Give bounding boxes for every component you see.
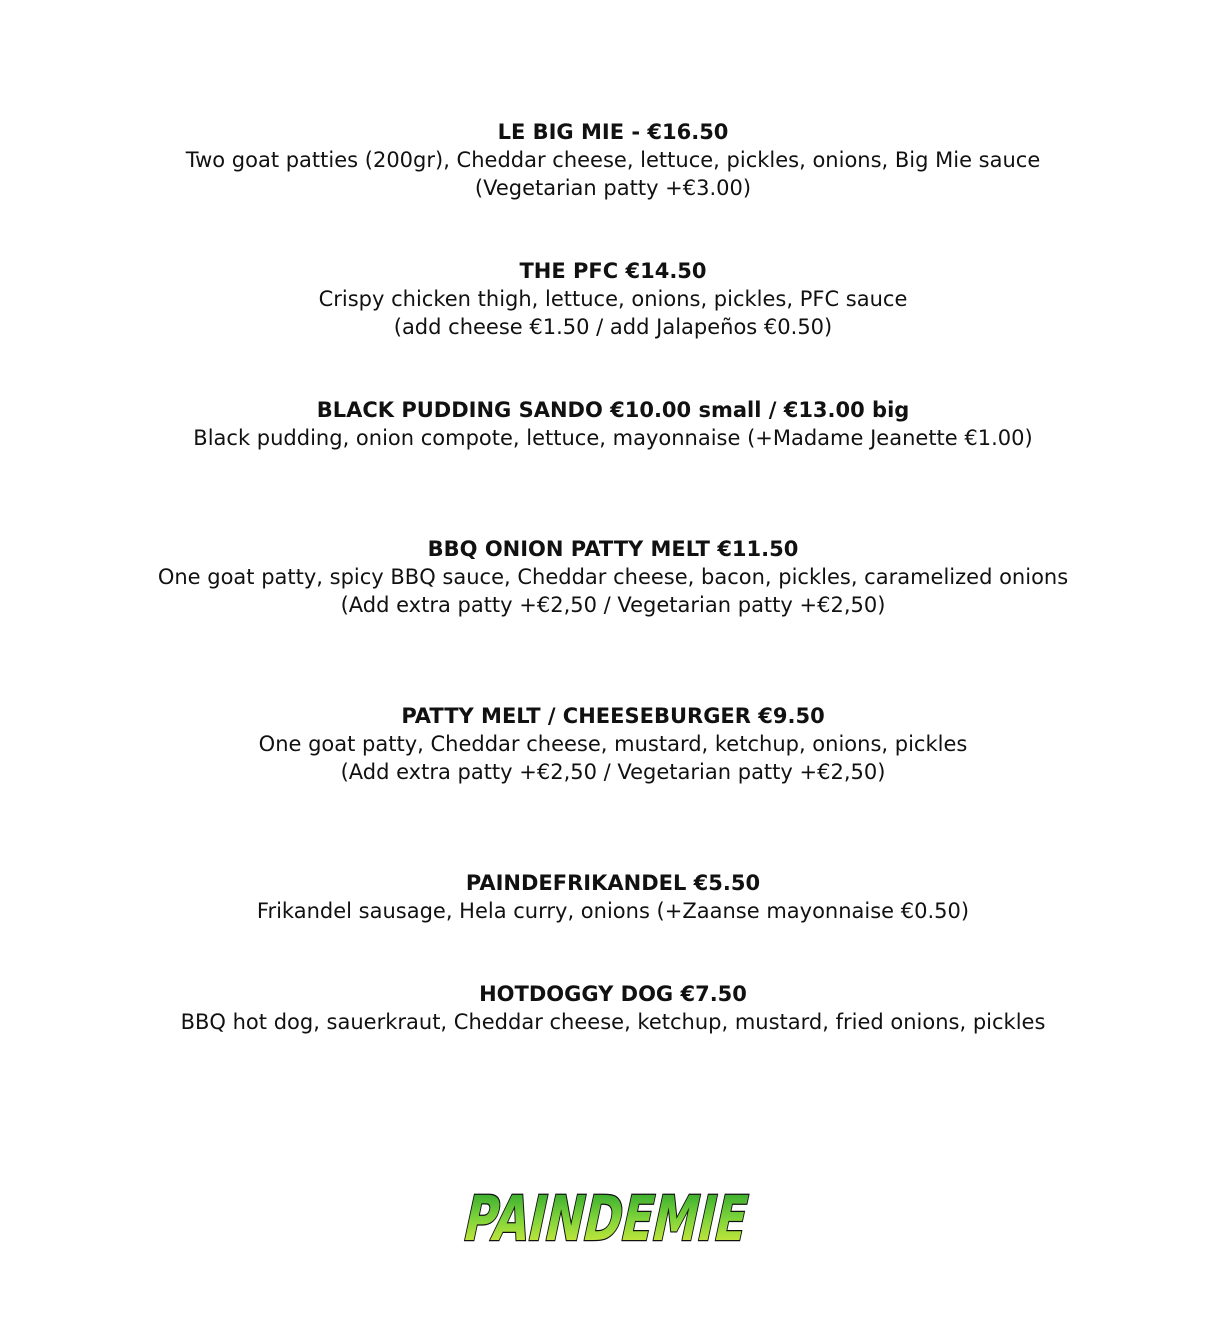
item-description: Two goat patties (200gr), Cheddar cheese, lettuce, pickles, onions, Big Mie sauce <box>185 148 1041 172</box>
menu-item-patty-melt-cheeseburger <box>0 702 1226 786</box>
item-option: (add cheese €1.50 / add Jalapeños €0.50) <box>393 315 833 339</box>
item-title: HOTDOGGY DOG €7.50 <box>479 982 747 1006</box>
item-title: PAINDEFRIKANDEL €5.50 <box>465 871 761 895</box>
menu-item-le-big-mie <box>0 118 1226 202</box>
item-title: LE BIG MIE - €16.50 <box>497 120 729 144</box>
menu-item-hotdoggy-dog <box>0 980 1226 1036</box>
item-description: BBQ hot dog, sauerkraut, Cheddar cheese, ketchup, mustard, fried onions, pickles <box>180 1010 1046 1034</box>
item-title: THE PFC €14.50 <box>519 259 707 283</box>
item-option: (Add extra patty +€2,50 / Vegetarian patty +€2,50) <box>340 760 886 784</box>
item-option: (Vegetarian patty +€3.00) <box>474 176 752 200</box>
item-description: One goat patty, Cheddar cheese, mustard, ketchup, onions, pickles <box>258 732 968 756</box>
item-title: BBQ ONION PATTY MELT €11.50 <box>427 537 799 561</box>
item-description: Frikandel sausage, Hela curry, onions (+Zaanse mayonnaise €0.50) <box>256 899 970 923</box>
menu-item-black-pudding-sando <box>0 396 1226 452</box>
item-option: (Add extra patty +€2,50 / Vegetarian patty +€2,50) <box>340 593 886 617</box>
menu-item-paindefrikandel <box>0 869 1226 925</box>
item-description: Black pudding, onion compote, lettuce, mayonnaise (+Madame Jeanette €1.00) <box>193 426 1033 450</box>
item-description: One goat patty, spicy BBQ sauce, Cheddar cheese, bacon, pickles, caramelized onions <box>157 565 1069 589</box>
paindemie-logo-mark <box>455 1178 857 1255</box>
menu-item-bbq-onion-patty-melt <box>0 535 1226 619</box>
logo-wordmark: PAINDEMIE <box>457 1182 857 1255</box>
menu-item-the-pfc <box>0 257 1226 341</box>
paindemie-logo <box>455 1178 857 1255</box>
item-title: BLACK PUDDING SANDO €10.00 small / €13.00 big <box>316 398 910 422</box>
item-title: PATTY MELT / CHEESEBURGER €9.50 <box>401 704 825 728</box>
item-description: Crispy chicken thigh, lettuce, onions, pickles, PFC sauce <box>318 287 908 311</box>
